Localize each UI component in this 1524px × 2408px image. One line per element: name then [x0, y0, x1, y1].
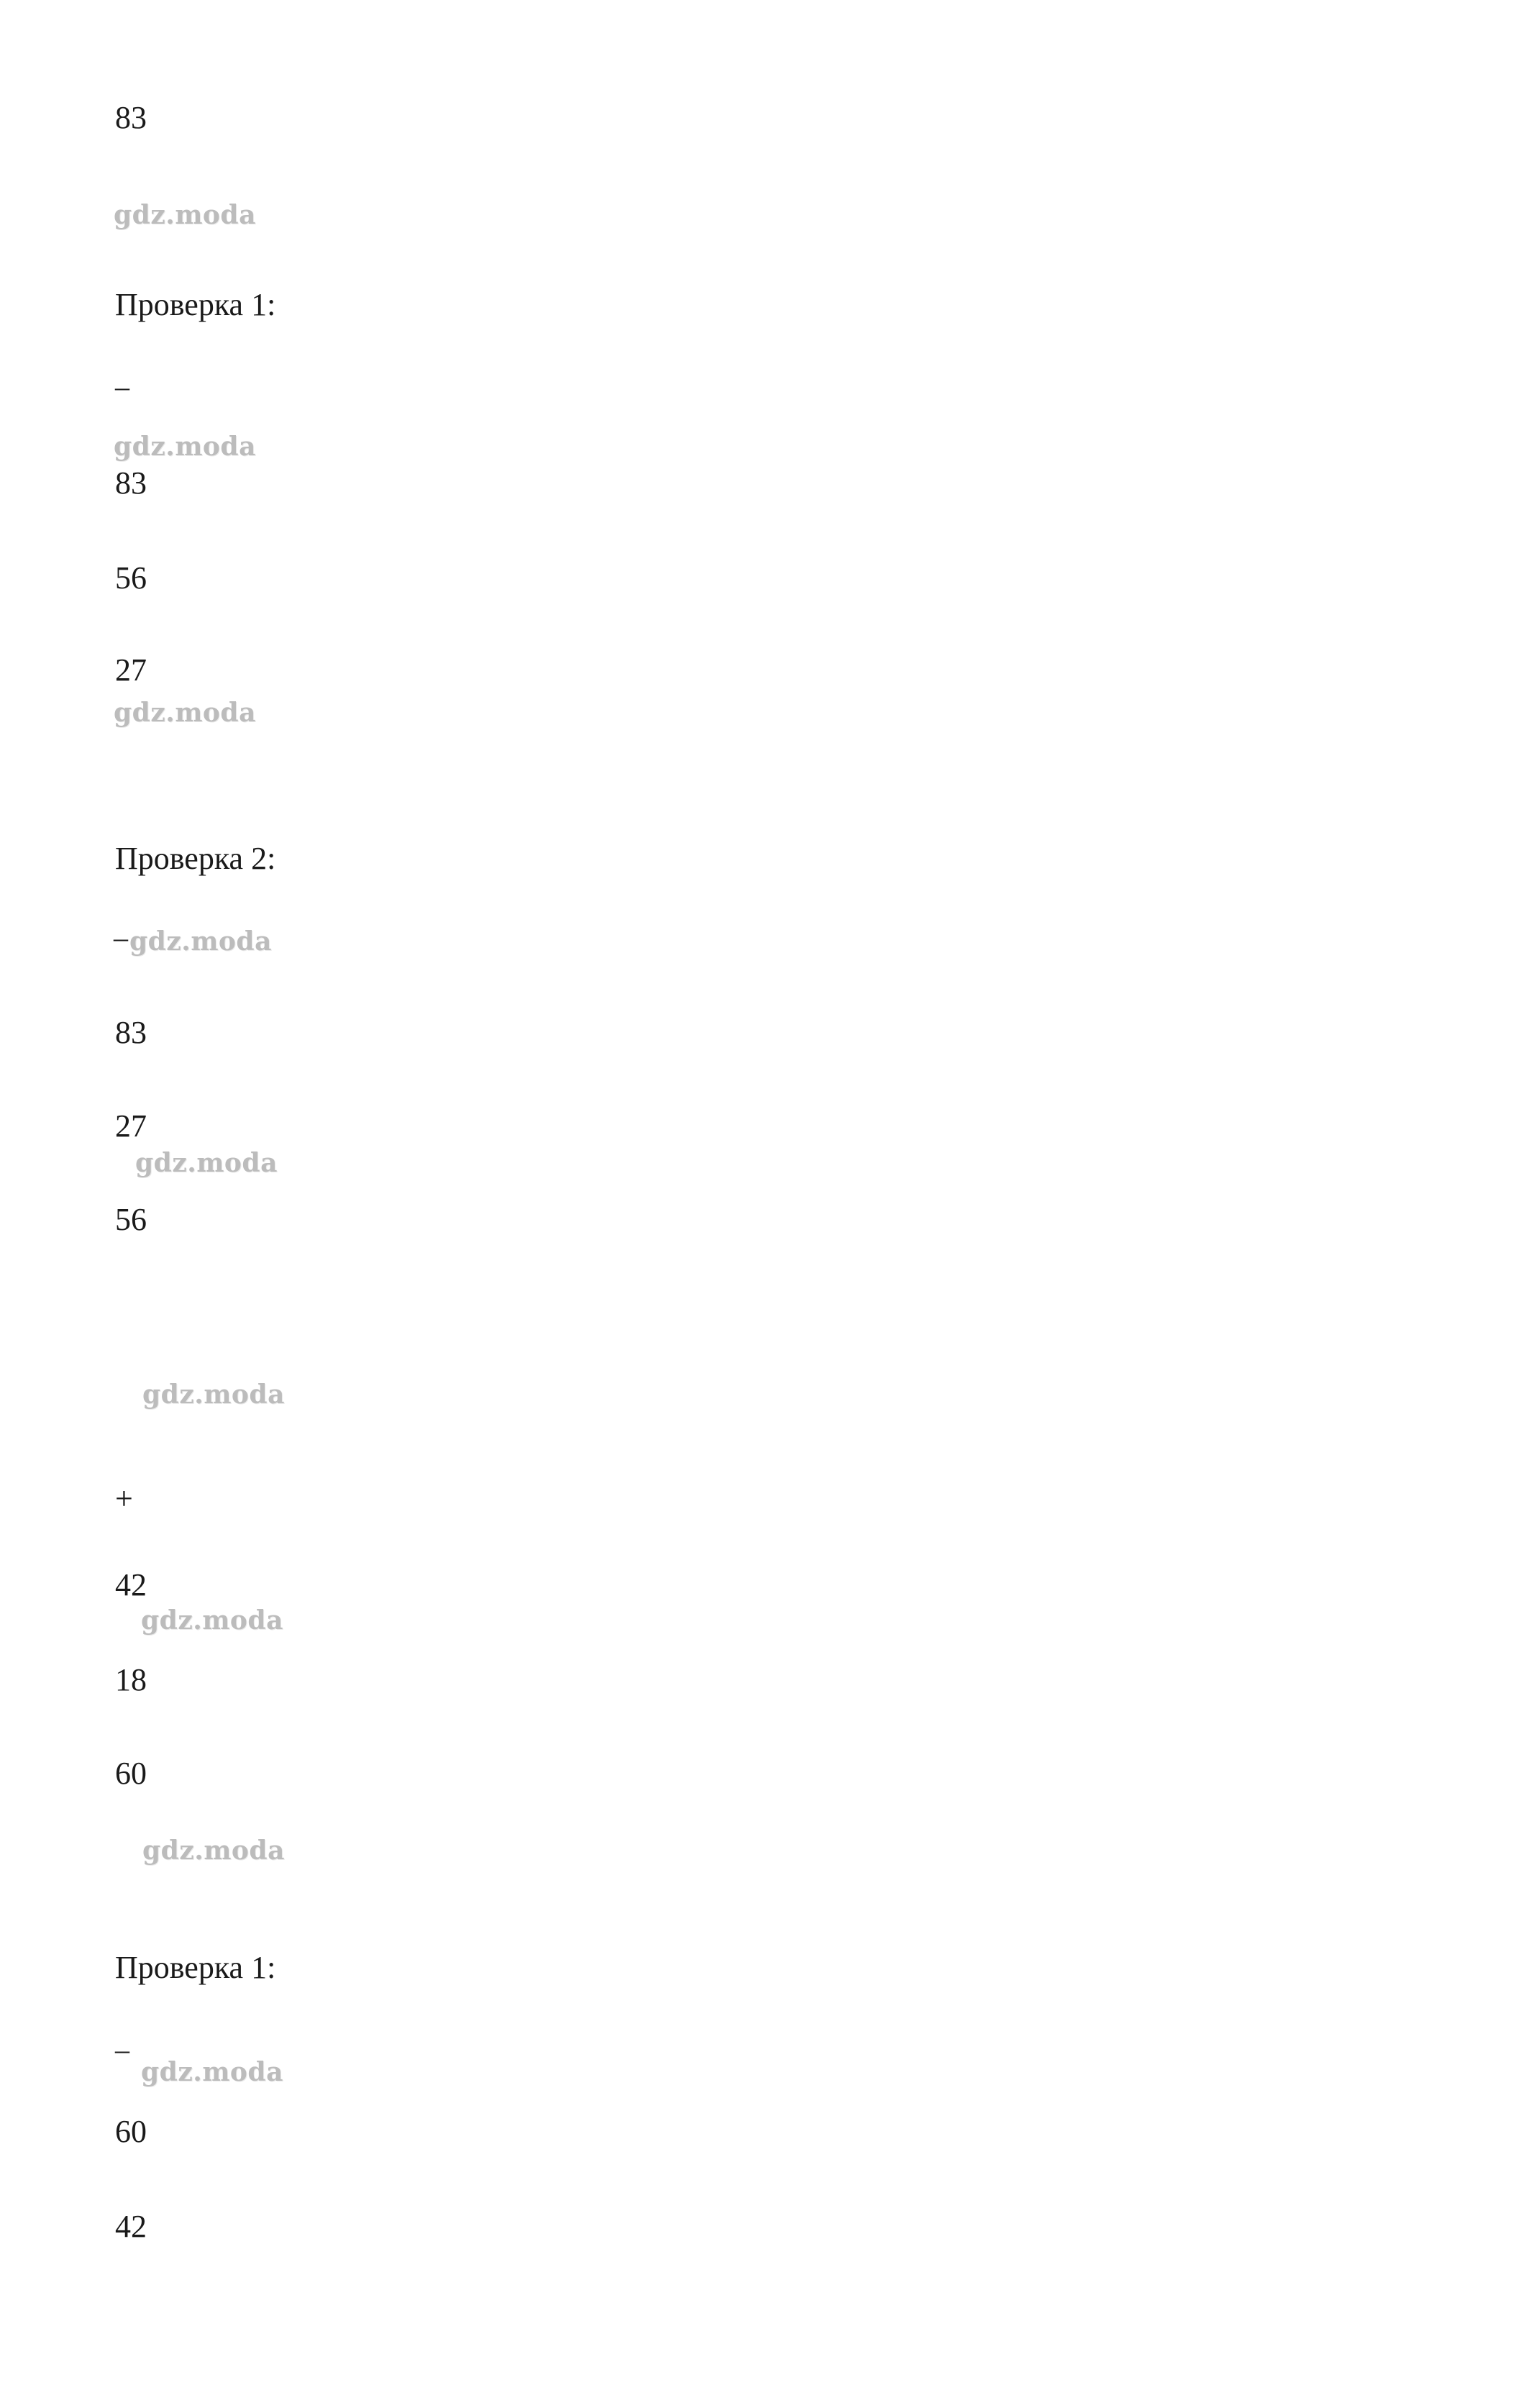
section-label-check-2: Проверка 2: [115, 841, 276, 876]
watermark: gdz.moda [142, 1835, 285, 1866]
operand-number: 42 [115, 2209, 147, 2244]
operand-number: 18 [115, 1662, 147, 1697]
result-number: 60 [115, 1756, 147, 1791]
watermark: gdz.moda [129, 926, 272, 957]
operand-number: 42 [115, 1567, 147, 1602]
minus-operator: – [115, 370, 129, 403]
operand-number: 27 [115, 1108, 147, 1144]
section-label-check-1-b: Проверка 1: [115, 1950, 276, 1985]
watermark: gdz.moda [141, 2057, 283, 2087]
watermark: gdz.moda [114, 698, 256, 728]
result-number: 56 [115, 1202, 147, 1237]
operand-number: 83 [115, 465, 147, 501]
plus-operator: + [115, 1481, 133, 1516]
watermark: gdz.moda [114, 432, 256, 462]
watermark: gdz.moda [135, 1148, 278, 1178]
result-number: 27 [115, 652, 147, 688]
minus-operator: – [115, 2033, 129, 2066]
watermark: gdz.moda [142, 1379, 285, 1410]
minus-operator: – [114, 921, 128, 954]
operand-number: 56 [115, 560, 147, 596]
watermark: gdz.moda [114, 200, 256, 230]
watermark: gdz.moda [141, 1605, 283, 1636]
operand-number: 60 [115, 2114, 147, 2149]
operand-number: 83 [115, 1015, 147, 1050]
section-label-check-1: Проверка 1: [115, 287, 276, 322]
answer-number: 83 [115, 100, 147, 135]
